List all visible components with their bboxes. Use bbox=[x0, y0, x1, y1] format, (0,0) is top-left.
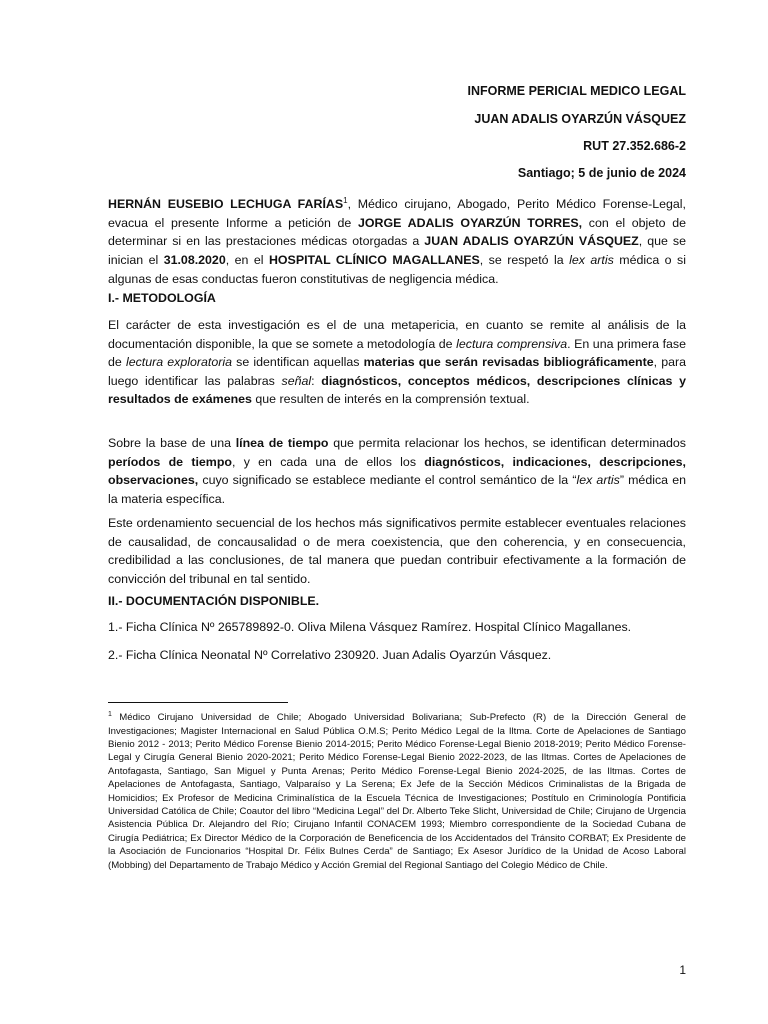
patient-name: JUAN ADALIS OYARZÚN VÁSQUEZ bbox=[424, 234, 639, 249]
footnote-divider bbox=[108, 702, 288, 703]
author-name: HERNÁN EUSEBIO LECHUGA FARÍAS bbox=[108, 197, 344, 212]
section-heading-documentation: II.- DOCUMENTACIÓN DISPONIBLE. bbox=[108, 594, 320, 608]
start-date: 31.08.2020 bbox=[163, 252, 226, 267]
report-title: INFORME PERICIAL MEDICO LEGAL bbox=[467, 84, 686, 98]
methodology-paragraph-3: Este ordenamiento secuencial de los hechos más significativos permite establecer eventuales relaciones de causalidad, de concausalidad o de mera coexistencia, que den coherencia, y en consecuencia, credibilidad a las conclusiones, de tal manera que puedan contribuir efectivamente a la formación de convicción del tribunal en tal sentido. bbox=[108, 516, 686, 586]
methodology-paragraph-2: Sobre la base de una línea de tiempo que permita relacionar los hechos, se identifican determinados períodos de tiempo, y en cada una de ellos los diagnósticos, indicaciones, descripciones, observaciones, cuyo significado se establece mediante el control semántico de la “lex artis” médica en la materia específica. bbox=[108, 436, 686, 506]
methodology-paragraph-1: El carácter de esta investigación es el de una metapericia, en cuanto se remite al análisis de la documentación disponible, la que se somete a metodología de lectura comprensiva. En una primera fase de lectura exploratoria se identifican aquellas materias que serán revisadas bibliográficamente, para luego identificar las palabras señal: diagnósticos, conceptos médicos, descripciones clínicas y resultados de exámenes que resulten de interés en la comprensión textual. bbox=[108, 318, 686, 407]
place-date: Santiago; 5 de junio de 2024 bbox=[517, 166, 686, 180]
footnote-number: 1 bbox=[108, 711, 112, 718]
hospital-name: HOSPITAL CLÍNICO MAGALLANES bbox=[268, 252, 480, 267]
footnote-ref: 1 bbox=[343, 196, 348, 205]
page-number: 1 bbox=[679, 963, 686, 977]
footnote bbox=[108, 708, 686, 872]
subject-name: JUAN ADALIS OYARZÚN VÁSQUEZ bbox=[474, 112, 686, 126]
footnote-text: Médico Cirujano Universidad de Chile; Abogado Universidad Bolivariana; Sub-Prefecto (R) de la Dirección General de Investigaciones; Magister Internacional en Salud Pública O.M.S; Perito Médico Legal de la Iltma. Corte de Apelaciones de Santiago Bienio 2012 - 2013; Perito Médico Forense Bienio 2014-2015; Perito Médico Forense-Legal Bienio 2018-2019; Perito Médico Forense-Legal y Cirugía General Bienio 2020-2021; Perito Médico Forense-Legal Bienio 2022-2023, de las Iltmas. Cortes de Apelaciones de Antofagasta, Santiago, San Miguel y Punta Arenas; Perito Médico Forense-Legal Bienio 2024-2025, de las Iltmas. Cortes de Apelaciones de Antofagasta, Santiago, Valparaíso y La Serena; Ex Jefe de la Sección Médicos Criminalistas de la Brigada de Homicidios; Ex Profesor de Medicina Criminalística de la Escuela Técnica de Investigaciones; Postítulo en Criminología Pontificia Universidad Católica de Chile; Coautor del libro “Medicina Legal” del Dr. Alberto Teke Slicht, Universidad de Chile; Cirujano de Urgencia Asistencia Pública Dr. Alejandro del Río; Cirujano Infantil CONACEM 1993; Miembro correspondiente de la Sociedad Cubana de Cirugía Pediátrica; Ex Director Médico de la Corporación de Beneficencia de los Accidentados del Tránsito CORBAT; Ex Presidente de la Asociación de Funcionarios “Hospital Dr. Félix Bulnes Cerda” de Santiago; Ex Asesor Jurídico de la Unidad de Acoso Laboral (Mobbing) del Departamento de Trabajo Médico y Acción Gremial del Regional Santiago del Colegio Médico de Chile. bbox=[108, 712, 686, 871]
document-page bbox=[108, 0, 686, 1024]
document-list-item: 2.- Ficha Clínica Neonatal Nº Correlativo 230920. Juan Adalis Oyarzún Vásquez. bbox=[108, 648, 552, 662]
section-heading-methodology: I.- METODOLOGÍA bbox=[108, 291, 216, 305]
intro-paragraph: HERNÁN EUSEBIO LECHUGA FARÍAS$^1$, Médico cirujano, Abogado, Perito Médico Forense-Legal, evacua el presente Informe a petición de JORGE ADALIS OYARZÚN TORRES, con el objeto de determinar si en las prestaciones médicas otorgadas a JUAN ADALIS OYARZÚN VÁSQUEZ, que se inician el 31.08.2020, en el HOSPITAL CLÍNICO MAGALLANES, se respetó la lex artis médica o si algunas de esas conductas fueron constitutivas de negligencia médica. bbox=[108, 196, 687, 286]
document-list-item: 1.- Ficha Clínica Nº 265789892-0. Oliva Milena Vásquez Ramírez. Hospital Clínico Magallanes. bbox=[108, 620, 632, 634]
subject-rut: RUT 27.352.686-2 bbox=[583, 139, 686, 153]
requester-name: JORGE ADALIS OYARZÚN TORRES, bbox=[358, 215, 583, 230]
